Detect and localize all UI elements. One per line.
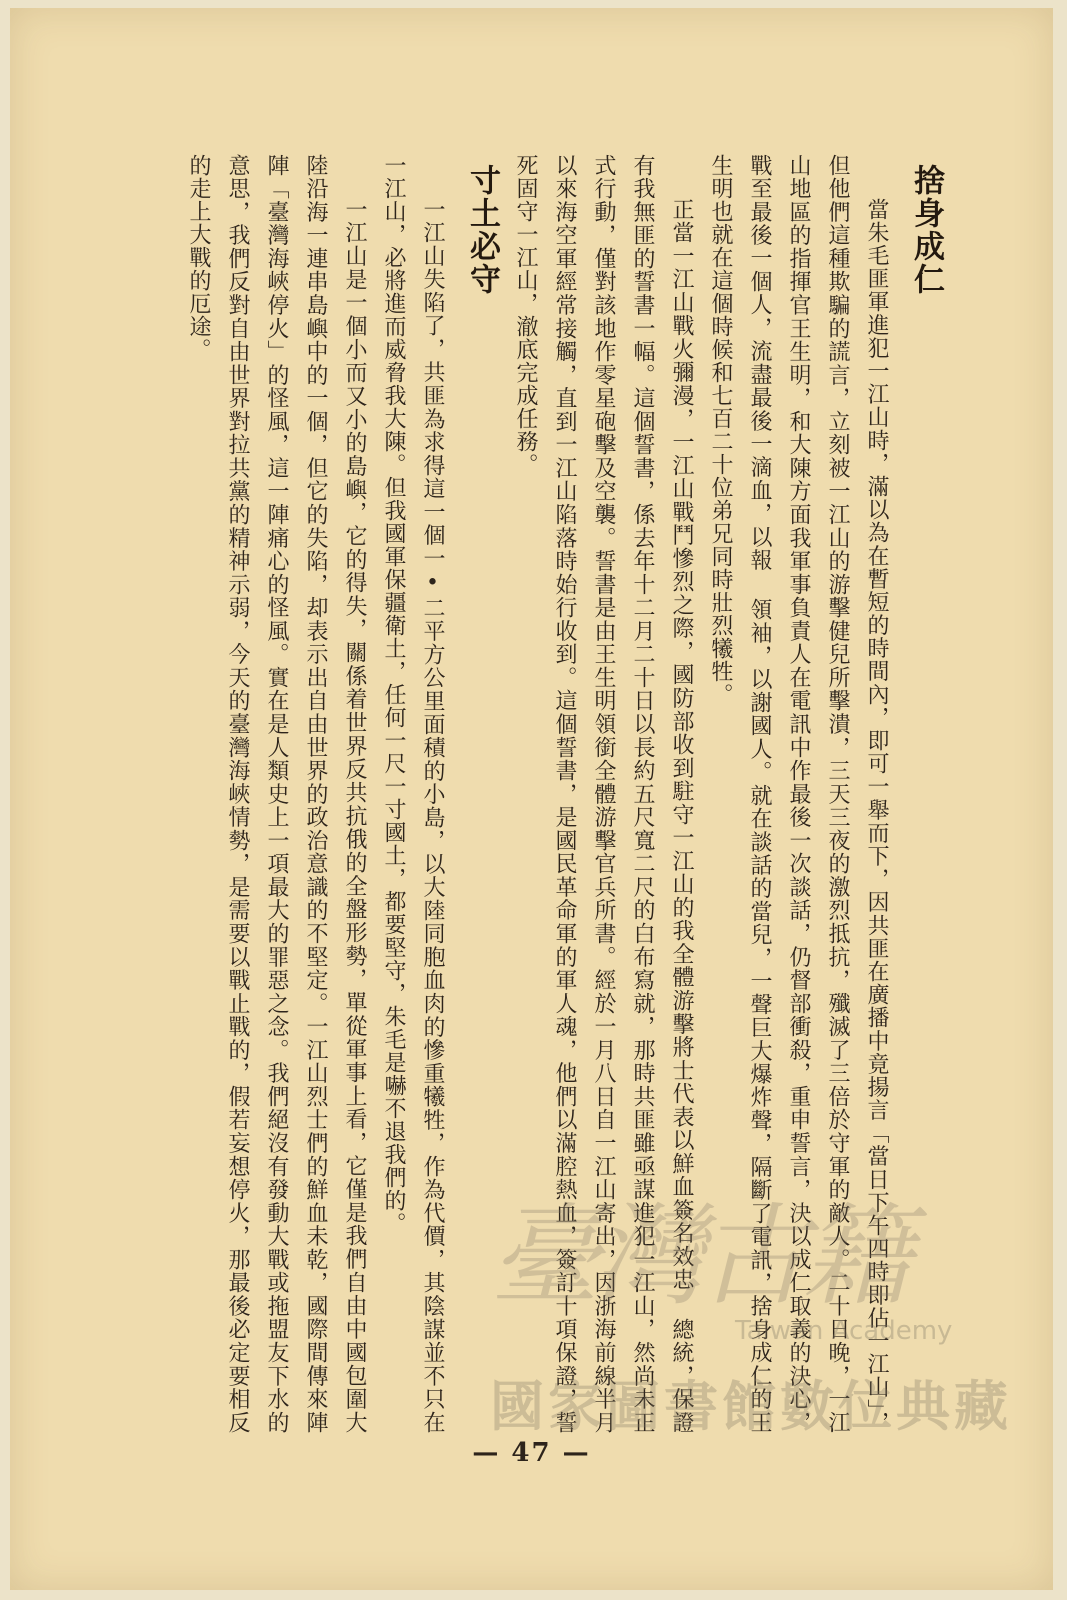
page-number: — 47 — xyxy=(472,1438,591,1468)
section-heading-sacrifice: 捨身成仁 xyxy=(908,164,944,296)
paragraph: 當朱毛匪軍進犯一江山時，滿以為在暫短的時間內，即可一舉而下，因共匪在廣播中竟揚言「當日下午四時即佔一江山」，但他們這種欺騙的謊言，立刻被一江山的游擊健兒所擊潰，三天三夜的激烈抵抗，殲滅了三倍於守軍的敵人。二十日晚，一江山地區的指揮官王生明，和大陳方面我軍事負責人在電訊中作最後一次談話，仍督部衝殺，重申誓言，決以成仁取義的決心，戰至最後一個人，流盡最後一滴血，以報 領袖，以謝國人。就在談話的當兒，一聲巨大爆炸聲，隔斷了電訊，捨身成仁的王生明也就在這個時候和七百二十位弟兄同時壯烈犧牲。 xyxy=(708,154,889,1434)
watermark-library-name: 國家圖書館數位典藏 xyxy=(490,1375,1012,1438)
watermark-calligraphy: 臺灣古籍 xyxy=(490,1192,906,1320)
book-page xyxy=(10,8,1053,1590)
paragraph: 一江山失陷了，共匪為求得這一個一•二平方公里面積的小島，以大陸同胞血肉的慘重犧牲，作為代價，其陰謀並不只在一江山，必將進而威脅我大陳。但我國軍保疆衛土，任何一尺一寸國土，都要堅守，朱毛是嚇不退我們的。 xyxy=(381,154,445,1434)
paragraph: 正當一江山戰火彌漫，一江山戰鬥慘烈之際，國防部收到駐守一江山的我全體游擊將士代表以鮮血簽名效忠 總統，保證有我無匪的誓書一幅。這個誓書，係去年十二月二十日以長約五尺寬二尺的白布寫就，那時共匪雖亟謀進犯一江山，然尚未正式行動，僅對該地作零星砲擊及空襲。誓書是由王生明領銜全體游擊官兵所書。經於一月八日自一江山寄出，因浙海前線半月以來海空軍經常接觸，直到一江山陷落時始行收到。這個誓書，是國民革命軍的軍人魂，他們以滿腔熱血，簽訂十項保證，誓死固守一江山，澈底完成任務。 xyxy=(513,154,694,1434)
paragraph: 一江山是一個小而又小的島嶼，它的得失，關係着世界反共抗俄的全盤形勢，單從軍事上看，它僅是我們自由中國包圍大陸沿海一連串島嶼中的一個，但它的失陷，却表示出自由世界的政治意識的不堅定。一江山烈士們的鮮血未乾，國際間傳來陣陣「臺灣海峽停火」的怪風，這一陣痛心的怪風。實在是人類史上一項最大的罪惡之念。我們絕沒有發動大戰或拖盟友下水的意思，我們反對自由世界對拉共黨的精神示弱，今天的臺灣海峽情勢，是需要以戰止戰的，假若妄想停火，那最後必定要相反的走上大戰的厄途。 xyxy=(186,154,367,1434)
section-heading-defend-every-inch: 寸土必守 xyxy=(464,164,500,296)
watermark-latin-text: Taiwan Academy xyxy=(735,1316,953,1346)
vertical-text-block xyxy=(148,154,953,1434)
